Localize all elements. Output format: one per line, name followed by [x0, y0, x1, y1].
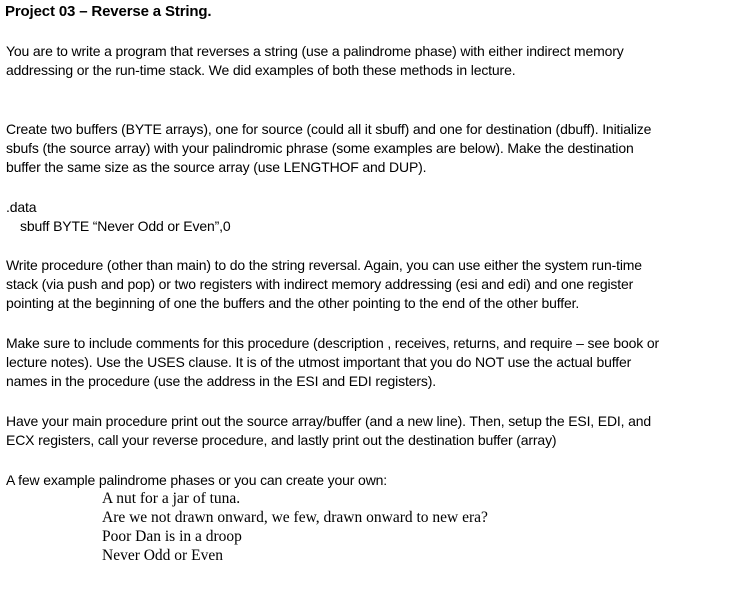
example-palindrome-2: Are we not drawn onward, we few, drawn onward to new era?	[102, 509, 488, 526]
procedure-line-1: Write procedure (other than main) to do the string reversal. Again, you can use either the system run-time	[6, 257, 642, 273]
comments-line-2: lecture notes). Use the USES clause. It is of the utmost important that you do NOT use the actual buffer	[6, 354, 632, 370]
comments-line-3: names in the procedure (use the address in the ESI and EDI registers).	[6, 373, 436, 389]
code-line-data-directive: .data	[6, 199, 37, 215]
code-line-sbuff-declaration: sbuff BYTE “Never Odd or Even”,0	[20, 218, 231, 234]
buffers-line-3: buffer the same size as the source array (use LENGTHOF and DUP).	[6, 159, 427, 175]
buffers-line-1: Create two buffers (BYTE arrays), one for source (could all it sbuff) and one for destination (dbuff). Initialize	[6, 121, 652, 137]
example-palindrome-4: Never Odd or Even	[102, 547, 223, 564]
procedure-line-2: stack (via push and pop) or two registers with indirect memory addressing (esi and edi) and one register	[6, 276, 634, 292]
comments-line-1: Make sure to include comments for this procedure (description , receives, returns, and require – see book or	[6, 335, 660, 351]
main-line-1: Have your main procedure print out the source array/buffer (and a new line). Then, setup the ESI, EDI, and	[6, 413, 652, 429]
procedure-line-3: pointing at the beginning of one the buffers and the other pointing to the end of the other buffer.	[6, 295, 580, 311]
examples-intro: A few example palindrome phases or you can create your own:	[6, 472, 388, 488]
main-line-2: ECX registers, call your reverse procedure, and lastly print out the destination buffer (array)	[6, 432, 557, 448]
intro-line-1: You are to write a program that reverses a string (use a palindrome phase) with either indirect memory	[6, 43, 624, 59]
example-palindrome-1: A nut for a jar of tuna.	[102, 490, 241, 507]
document-title: Project 03 – Reverse a String.	[5, 3, 212, 20]
example-palindrome-3: Poor Dan is in a droop	[102, 528, 242, 545]
intro-line-2: addressing or the run-time stack. We did examples of both these methods in lecture.	[6, 62, 516, 78]
buffers-line-2: sbufs (the source array) with your palindromic phrase (some examples are below). Make the destination	[6, 140, 634, 156]
